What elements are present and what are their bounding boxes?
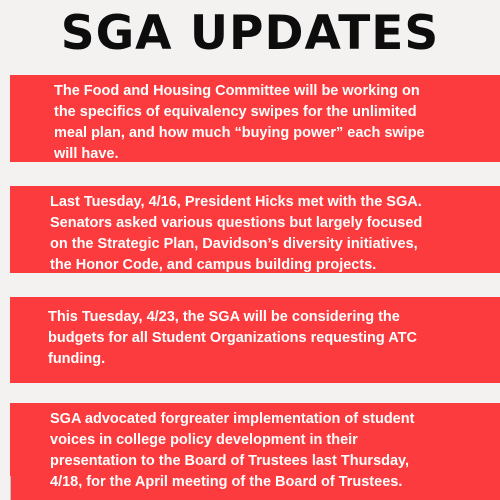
update-text-line: Senators asked various questions but largely focused	[50, 215, 423, 231]
update-text-line: will have.	[54, 146, 119, 162]
update-text-line: presentation to the Board of Trustees last Thursday,	[50, 453, 410, 469]
update-card-food-housing	[10, 75, 500, 162]
text-cursor	[10, 476, 11, 500]
update-text-line: SGA advocated forgreater implementation of student	[50, 411, 415, 427]
update-text-line: funding.	[48, 351, 106, 367]
update-text-line: meal plan, and how much “buying power” each swipe	[54, 125, 425, 141]
update-text-line: The Food and Housing Committee will be working on	[54, 83, 420, 99]
update-text-line: the specifics of equivalency swipes for the unlimited	[54, 104, 417, 120]
update-card-budgets	[10, 297, 500, 383]
update-text-line: budgets for all Student Organizations requesting ATC	[48, 330, 417, 346]
update-text-line: This Tuesday, 4/23, the SGA will be considering the	[48, 309, 400, 325]
page-title: SGA UPDATES	[60, 6, 440, 61]
update-text-line: the Honor Code, and campus building projects.	[50, 257, 377, 273]
update-text-line: voices in college policy development in their	[50, 432, 358, 448]
update-text-line: 4/18, for the April meeting of the Board of Trustees.	[50, 474, 403, 490]
update-text-line: Last Tuesday, 4/16, President Hicks met with the SGA.	[50, 194, 422, 210]
update-card-president-hicks	[10, 186, 500, 273]
update-card-board-of-trustees	[10, 403, 500, 500]
update-text-line: on the Strategic Plan, Davidson’s diversity initiatives,	[50, 236, 418, 252]
